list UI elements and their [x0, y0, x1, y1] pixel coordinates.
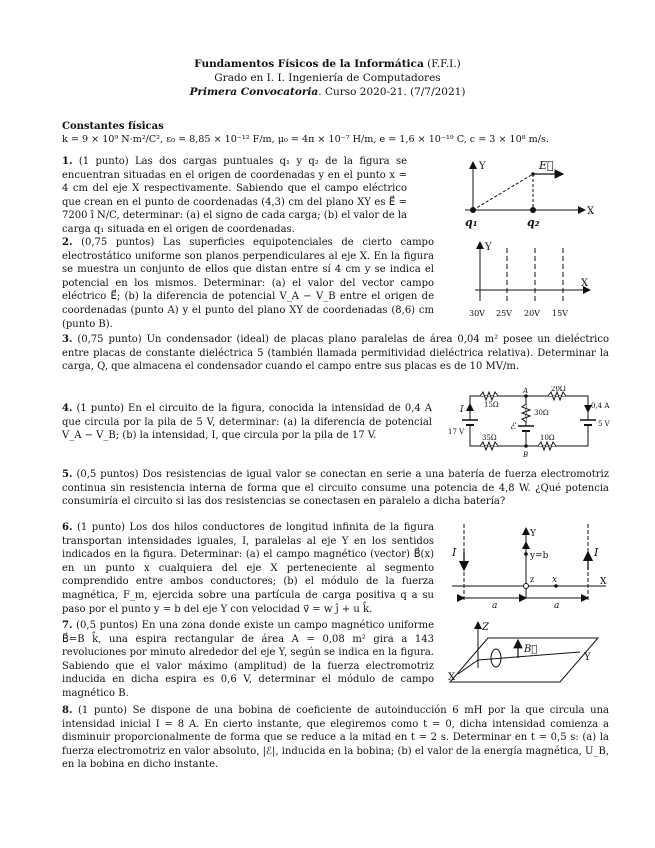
- i-left-label: I: [452, 546, 457, 559]
- z-label: z: [530, 575, 535, 584]
- v-20: 20V: [524, 309, 540, 318]
- figure-7-loop: [448, 616, 613, 692]
- x-label: X: [581, 278, 589, 289]
- v5-label: 5 V: [598, 420, 610, 428]
- point-b: [524, 552, 528, 556]
- problem-text: (0,75 puntos) Las superficies equipotenciales de cierto campo electrostático uniforme son planos perpendiculares al eje X. En la figura se muestra un conjunto de ellos que distan entre sí 4 cm y se indica el potencial en los mismos. Determinar: (a) el valor del vector campo eléctrico E⃗; (b) la diferencia de potencial V_A − V_B entre el origen de coordenadas (punto A) y el punto del plano XY de coordenadas (8,6) cm (punto B).: [62, 237, 434, 330]
- current-label: 0,4 A: [591, 402, 610, 410]
- charge-q2: [530, 207, 536, 213]
- problem-number: 2.: [62, 237, 73, 248]
- v-25: 25V: [496, 309, 512, 318]
- a-label: A: [523, 387, 529, 395]
- problem-2: [62, 236, 434, 331]
- v-30: 30V: [469, 309, 485, 318]
- r5-label: 10Ω: [540, 434, 555, 442]
- constants-title: Constantes físicas: [62, 121, 164, 132]
- degree-line: Grado en I. I. Ingeniería de Computadores: [214, 72, 441, 84]
- b-label: B⃗: [524, 644, 538, 655]
- call-line: [0, 86, 655, 99]
- problem-text: (1 punto) Las dos cargas puntuales q₁ y q₂ de la figura se encuentran situadas en el origen de coordenadas y en el punto x = 4 cm del eje X respectivamente. Sabiendo que el campo eléctrico que crean en el punto de coordenadas (4,3) cm del plano XY es E⃗ = 7200 î N/C, determinar: (a) el signo de cada carga; (b) el valor de la carga q₁ situada en el origen de coordenadas.: [62, 156, 407, 235]
- resistor-10: [538, 442, 556, 450]
- figure-4-circuit: [448, 386, 613, 458]
- course-date: . Curso 2020-21. (7/7/2021): [318, 86, 466, 98]
- problem-number: 6.: [62, 522, 73, 533]
- charge-q1: [470, 207, 476, 213]
- resistor-30: [522, 404, 530, 422]
- x-label: X: [448, 672, 456, 683]
- r3-label: 30Ω: [534, 409, 549, 417]
- figure-6-wires: [448, 520, 613, 612]
- title-bold: Fundamentos Físicos de la Informática: [194, 58, 424, 70]
- exam-title: [0, 58, 655, 71]
- call-name: Primera Convocatoria: [189, 86, 319, 98]
- x-label: X: [587, 206, 595, 217]
- problem-text: (0,75 punto) Un condensador (ideal) de placas plano paralelas de área 0,04 m² posee un dieléctrico entre placas de constante dieléctrica 5 (también llamada permitividad dieléctrica relativa). Determinar la carga, Q, que almacena el condensador cuando el campo entre sus placas es de 10 MV/m.: [62, 334, 609, 373]
- yb-label: y=b: [530, 551, 549, 561]
- origin: [524, 584, 529, 589]
- problem-1: [62, 155, 407, 237]
- x-axis-label: X: [600, 577, 607, 587]
- problem-number: 8.: [62, 705, 73, 716]
- problem-number: 5.: [62, 469, 73, 480]
- problem-6: [62, 521, 434, 616]
- r2-label: 20Ω: [551, 386, 566, 393]
- constants-line: k = 9 × 10⁹ N·m²/C², ε₀ = 8,85 × 10⁻¹² F/m, μ₀ = 4π × 10⁻⁷ H/m, e = 1,6 × 10⁻¹⁹ C, c = 3 × 10⁸ m/s.: [62, 134, 549, 145]
- problem-number: 7.: [62, 620, 73, 631]
- dashed-line: [473, 174, 533, 210]
- r4-label: 35Ω: [482, 434, 497, 442]
- x-point-label: x: [552, 575, 558, 585]
- v17-label: 17 V: [448, 428, 465, 436]
- i-label: I: [460, 405, 464, 415]
- v-15: 15V: [552, 309, 568, 318]
- problem-text: (1 punto) Los dos hilos conductores de longitud infinita de la figura transportan intensidades iguales, I, paralelas al eje Y en los sentidos indicados en la figura. Determinar: (a) el campo magnético (vector) B⃗(x) en un punto x cualquiera del eje X perteneciente al segmento comprendido entre ambos conductores; (b) el módulo de la fuerza magnética, F_m, ejercida sobre una partícula de carga positiva q a su paso por el punto y = b del eje Y con velocidad v⃗ = w ĵ + u k̂.: [62, 522, 434, 615]
- problem-8: [62, 704, 609, 772]
- y-label: Y: [479, 161, 486, 172]
- problem-text: (0,5 puntos) Dos resistencias de igual valor se conectan en serie a una batería de fuerza electromotriz continua sin resistencia interna de forma que el circuito consume una potencia de 4,8 W. ¿Qué potencia consumiría el circuito si las dos resistencias se conectasen en paralelo a dicha batería?: [62, 469, 609, 508]
- problem-number: 1.: [62, 156, 73, 167]
- figure-2-equipotentials: [455, 236, 605, 321]
- resistor-20: [548, 392, 566, 400]
- a-right-label: a: [554, 601, 560, 611]
- node-b: [524, 444, 528, 448]
- field-point: [531, 172, 535, 176]
- z-label: Z: [482, 622, 489, 633]
- y-label: Y: [584, 652, 591, 663]
- e-label: E⃗: [539, 159, 554, 172]
- q1-label: q₁: [465, 216, 478, 229]
- problem-text: (1 punto) En el circuito de la figura, conocida la intensidad de 0,4 A que circula por la pila de 5 V, determinar: (a) la diferencia de potencial V_A − V_B; (b) la intensidad, I, que circula por la pila de 17 V.: [62, 403, 432, 442]
- y-label: Y: [530, 529, 536, 539]
- problem-number: 4.: [62, 403, 73, 414]
- r1-label: 15Ω: [484, 401, 499, 409]
- resistor-35: [480, 442, 498, 450]
- i-right-label: I: [594, 546, 599, 559]
- problem-4: [62, 402, 432, 443]
- problem-number: 3.: [62, 334, 73, 345]
- y-label: Y: [485, 242, 492, 253]
- problem-3: [62, 333, 609, 374]
- problem-5: [62, 468, 609, 509]
- b-label: B: [523, 451, 529, 458]
- resistor-15: [480, 392, 498, 400]
- q2-label: q₂: [527, 216, 540, 229]
- a-left-label: a: [492, 601, 498, 611]
- problem-7: [62, 619, 434, 701]
- figure-1-charges: [455, 152, 605, 232]
- title-abbr: (F.F.I.): [427, 58, 461, 70]
- problem-text: (0,5 puntos) En una zona donde existe un campo magnético uniforme B⃗=B k̂, una espira rectangular de área A = 0,08 m² gira a 143 revoluciones por minuto alrededor del eje Y, según se indica en la figura. Sabiendo que el valor máximo (amplitud) de la fuerza electromotriz inducida en dicha espira es 0,6 V, determinar el módulo de campo magnético B.: [62, 620, 434, 699]
- problem-text: (1 punto) Se dispone de una bobina de coeficiente de autoinducción 6 mH por la que circula una intensidad inicial I = 8 A. En cierto instante, que elegiremos como t = 0, dicha intensidad comienza a disminuir proporcionalmente de forma que se reduce a la mitad en t = 2 s. Determinar en t = 0,5 s: (a) la fuerza electromotriz en valor absoluto, |ℰ|, inducida en la bobina; (b) el valor de la energía magnética, U_B, en la bobina en dicho instante.: [62, 705, 609, 771]
- emf-label: ℰ: [510, 422, 516, 432]
